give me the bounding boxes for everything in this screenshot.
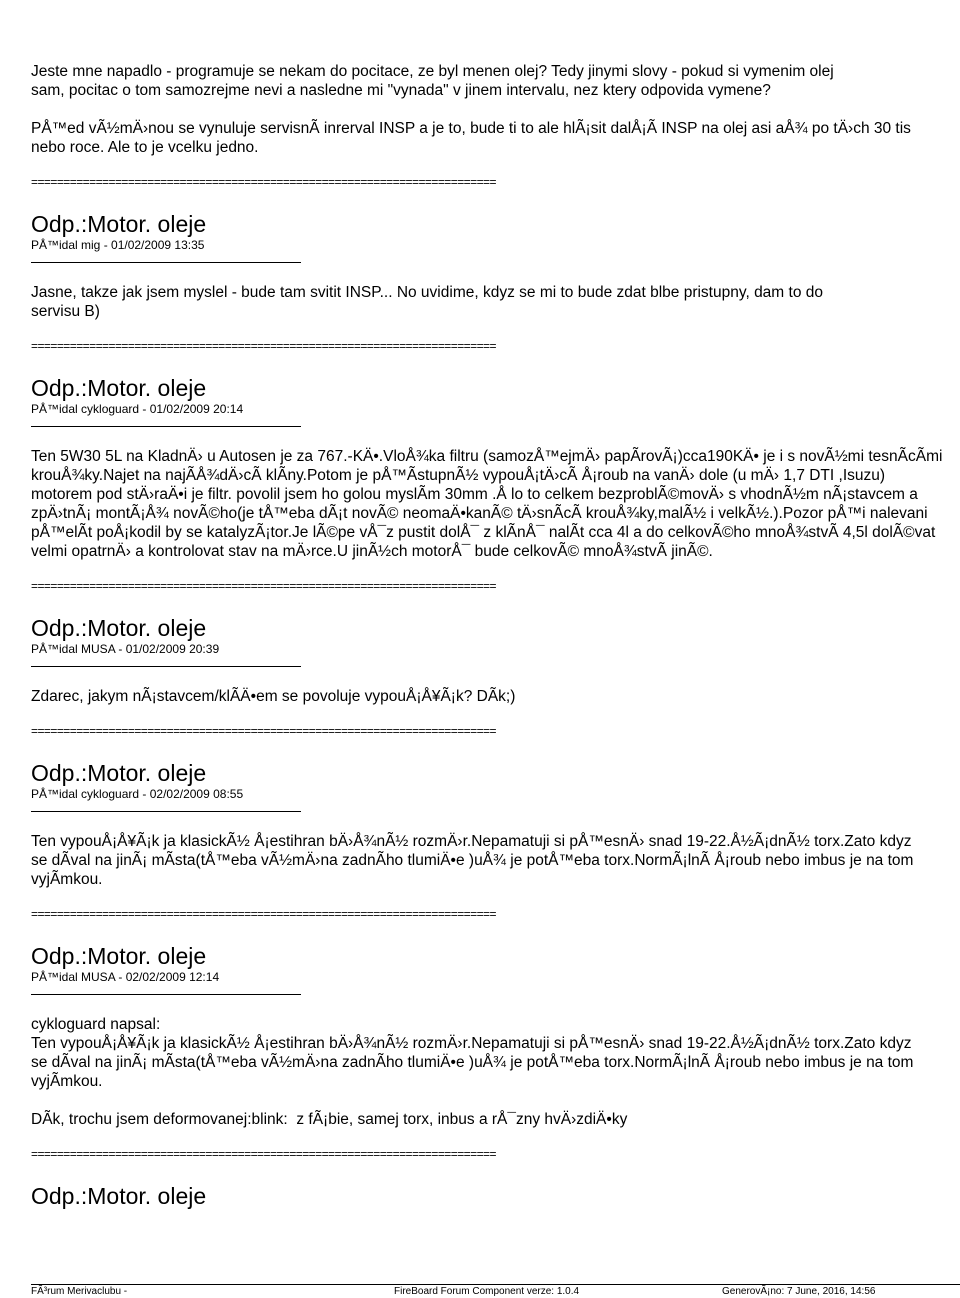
separator-line: ======================================================================== <box>31 579 496 593</box>
post-meta: PÅ™idal mig - 01/02/2009 13:35 <box>31 238 205 252</box>
post <box>31 760 960 889</box>
post-meta: PÅ™idal MUSA - 01/02/2009 20:39 <box>31 642 220 656</box>
separator-line: ======================================================================== <box>31 175 496 189</box>
post <box>31 1183 960 1209</box>
post-title: Odp.:Motor. oleje <box>31 760 207 786</box>
post-quote: cykloguard napsal: Ten vypouÅ¡Å¥Ã¡k ja klasickÃ½ Å¡estihran bÄ›Å¾nÃ½ rozmÄ›r.Nepamatuji si pÅ™esnÄ› snad 19-22.Å½Ã¡dnÃ½ torx.Zato kdyz se dÃval na jinÃ¡ mÃsta(tÅ™eba vÃ½mÄ›na zadnÃho tlumiÄ•e )uÅ¾ je potÅ™eba torx.NormÃ¡lnÃ Å¡roub nebo imbus je na tom vyjÃmkou. <box>31 1016 914 1090</box>
forum-thread <box>31 62 960 1209</box>
separator-line: ======================================================================== <box>31 339 496 353</box>
post-title: Odp.:Motor. oleje <box>31 211 207 237</box>
meta-divider <box>31 994 301 995</box>
intro-text-reply: PÅ™ed vÃ½mÄ›nou se vynuluje servisnÃ inrerval INSP a je to, bude ti to ale hlÃ¡sit dalÅ¡Ã INSP na olej asi aÅ¾ po tÄ›ch 30 tis nebo roce. Ale to je vcelku jedno. <box>31 120 911 156</box>
meta-divider <box>31 262 301 263</box>
post-meta: PÅ™idal MUSA - 02/02/2009 12:14 <box>31 970 220 984</box>
post-body: Ten 5W30 5L na KladnÄ› u Autosen je za 767.-KÄ•.VloÅ¾ka filtru (samozÅ™ejmÄ› papÃrovÃ¡)cca190KÄ• je i s novÃ½mi tesnÃcÃmi krouÅ¾ky.Najet na najÃÅ¾dÄ›cÃ klÃny.Potom je pÅ™ÃstupnÃ½ vypouÅ¡tÄ›cÃ Å¡roub na vanÄ› dole (u mÄ› 1,7 DTI ,Isuzu) motorem pod stÄ›raÄ•i je filtr. povolil jsem ho golou myslÃm 30mm .Å lo to celkem bezproblÃ©movÄ› s vhodnÃ½m nÃ¡stavcem a zpÄ›tnÃ¡ montÃ¡Å¾ novÃ©ho(je tÅ™eba dÃ¡t novÃ© neomaÄ•kanÃ© tÄ›snÃcÃ krouÅ¾ky,malÃ½ i velkÃ½.).Pozor pÅ™i nalevani pÅ™elÃt poÅ¡kodil by se katalyzÃ¡tor.Je lÃ©pe vÅ¯z pustit dolÅ¯ z klÃnÅ¯ nalÃt cca 4l a do celkovÃ©ho mnoÅ¾stvÃ 4,5l dolÃ©vat velmi opatrnÄ› a kontrolovat stav na mÄ›rce.U jinÃ½ch motorÅ¯ bude celkovÃ© mnoÅ¾stvÃ jinÃ©. <box>31 448 943 560</box>
separator-line: ======================================================================== <box>31 1147 496 1161</box>
meta-divider <box>31 811 301 812</box>
footer-generated: GenerovÃ¡no: 7 June, 2016, 14:56 <box>722 1286 876 1297</box>
post-title: Odp.:Motor. oleje <box>31 615 207 641</box>
post-body: Ten vypouÅ¡Å¥Ã¡k ja klasickÃ½ Å¡estihran bÄ›Å¾nÃ½ rozmÄ›r.Nepamatuji si pÅ™esnÄ› snad 19-22.Å½Ã¡dnÃ½ torx.Zato kdyz se dÃval na jinÃ¡ mÃsta(tÅ™eba vÃ½mÄ›na zadnÃho tlumiÄ•e )uÅ¾ je potÅ™eba torx.NormÃ¡lnÃ Å¡roub nebo imbus je na tom vyjÃmkou. <box>31 833 914 888</box>
footer-site-name: FÃ³rum Merivaclubu - <box>31 1286 128 1297</box>
post <box>31 615 960 706</box>
post <box>31 943 960 1129</box>
post <box>31 211 960 321</box>
post-title: Odp.:Motor. oleje <box>31 375 207 401</box>
separator-line: ======================================================================== <box>31 907 496 921</box>
post <box>31 375 960 561</box>
post-meta: PÅ™idal cykloguard - 01/02/2009 20:14 <box>31 402 244 416</box>
footer-component: FireBoard Forum Component verze: 1.0.4 <box>394 1286 580 1297</box>
page-footer <box>31 1284 960 1298</box>
spacer <box>31 1091 960 1110</box>
intro-text-question: Jeste mne napadlo - programuje se nekam do pocitace, ze byl menen olej? Tedy jinymi slovy - pokud si vymenim olej sam, pocitac o tom samozrejme nevi a nasledne mi "vynada" v jinem intervalu, nez ktery odpovida vymene? <box>31 63 834 99</box>
post-title: Odp.:Motor. oleje <box>31 1183 207 1209</box>
separator-line: ======================================================================== <box>31 724 496 738</box>
spacer <box>31 100 960 119</box>
post-body: DÃk, trochu jsem deformovanej:blink: z fÃ¡bie, samej torx, inbus a rÅ¯zny hvÄ›zdiÄ•ky <box>31 1111 628 1128</box>
meta-divider <box>31 426 301 427</box>
post-title: Odp.:Motor. oleje <box>31 943 207 969</box>
post-body: Jasne, takze jak jsem myslel - bude tam svitit INSP... No uvidime, kdyz se mi to bude zdat blbe pristupny, dam to do servisu B) <box>31 284 823 320</box>
post-body: Zdarec, jakym nÃ¡stavcem/klÃÄ•em se povoluje vypouÅ¡Å¥Ã¡k? DÃk;) <box>31 688 516 705</box>
meta-divider <box>31 666 301 667</box>
post-meta: PÅ™idal cykloguard - 02/02/2009 08:55 <box>31 787 244 801</box>
